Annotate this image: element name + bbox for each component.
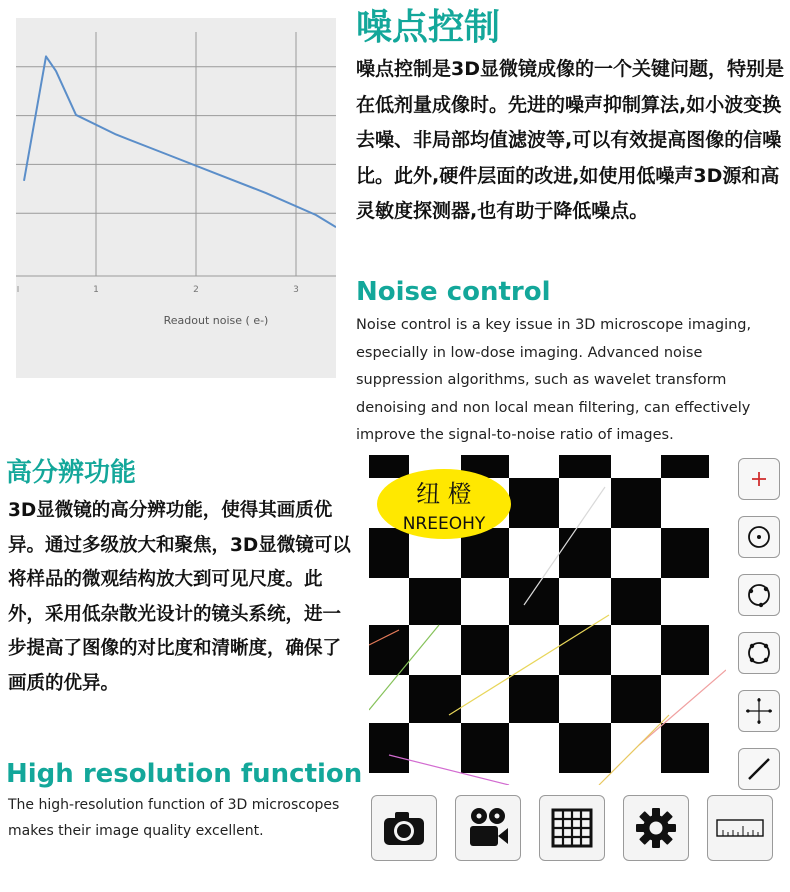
- ruler-icon: [715, 816, 765, 840]
- noise-chart-svg: [16, 18, 336, 378]
- logo-text-cn: 纽 橙: [416, 480, 472, 508]
- chart-x-tick-label: 2: [193, 285, 199, 295]
- checker-square: [509, 675, 559, 723]
- checker-square: [661, 625, 709, 675]
- checker-square: [661, 723, 709, 773]
- checker-square: [461, 723, 509, 773]
- resolution-body-en: The high-resolution function of 3D microscopes makes their image quality excellent.: [8, 797, 340, 839]
- circle-four-point-icon: [745, 639, 773, 667]
- checker-square: [661, 455, 709, 478]
- checker-square: [509, 578, 559, 625]
- logo-text-en: NREEOHY: [402, 514, 486, 534]
- checker-square: [559, 455, 611, 478]
- chart-series-line: [24, 56, 336, 227]
- circle-three-point-icon: [745, 581, 773, 609]
- checker-square: [369, 723, 409, 773]
- checker-square: [461, 625, 509, 675]
- chart-x-tick-label: 1: [93, 285, 99, 295]
- record-video-button[interactable]: [455, 795, 521, 861]
- resolution-title-cn: 高分辨功能: [6, 458, 137, 488]
- checker-square: [611, 675, 661, 723]
- line-icon: [745, 755, 773, 783]
- checker-square: [369, 625, 409, 675]
- checker-square: [409, 578, 461, 625]
- resolution-title-en: High resolution function: [6, 759, 363, 789]
- noise-chart: [16, 18, 336, 378]
- crosshair-button[interactable]: [738, 690, 780, 732]
- line-tool-button[interactable]: [738, 748, 780, 790]
- circle-four-point-button[interactable]: [738, 632, 780, 674]
- grid-overlay-button[interactable]: [539, 795, 605, 861]
- chart-x-axis-label: Readout noise ( e-): [163, 314, 269, 327]
- crosshair-add-button[interactable]: [738, 458, 780, 500]
- circle-three-point-button[interactable]: [738, 574, 780, 616]
- crosshair-icon: [744, 696, 774, 726]
- brand-logo: [376, 468, 512, 540]
- measure-button[interactable]: [707, 795, 773, 861]
- capture-photo-button[interactable]: [371, 795, 437, 861]
- checker-square: [559, 625, 611, 675]
- circle-center-icon: [745, 523, 773, 551]
- video-camera-icon: [466, 806, 510, 850]
- chart-x-tick-label: 3: [293, 285, 299, 295]
- gear-icon: [634, 806, 678, 850]
- checker-square: [559, 723, 611, 773]
- checker-square: [559, 528, 611, 578]
- plus-icon: [749, 469, 769, 489]
- camera-icon: [382, 809, 426, 847]
- checker-square: [409, 675, 461, 723]
- checker-square: [611, 578, 661, 625]
- resolution-body-cn: 3D显微镜的高分辨功能，使得其画质优异。通过多级放大和聚焦，3D显微镜可以将样品的微观结构放大到可见尺度。此外，采用低杂散光设计的镜头系统，进一步提高了图像的对比度和清晰度，确保了画质的优异。: [8, 500, 351, 694]
- checker-square: [661, 528, 709, 578]
- circle-center-button[interactable]: [738, 516, 780, 558]
- checker-square: [611, 478, 661, 528]
- noise-title-en: Noise control: [356, 277, 551, 307]
- noise-title-cn: 噪点控制: [356, 7, 501, 48]
- noise-body-cn: 噪点控制是3D显微镜成像的一个关键问题，特别是在低剂量成像时。先进的噪声抑制算法,如小波变换去噪、非局部均值滤波等,可以有效提高图像的信噪比。此外,硬件层面的改进,如使用低噪声3D源和高灵敏度探测器,也有助于降低噪点。: [356, 58, 784, 222]
- grid-icon: [551, 808, 593, 848]
- checker-square: [509, 478, 559, 528]
- settings-button[interactable]: [623, 795, 689, 861]
- noise-body-en: Noise control is a key issue in 3D microscope imaging, especially in low-dose imaging. Advanced noise suppression algorithms, such as wavelet transform denoising and non local mean filtering, can effectively improve the signal-to-noise ratio of images.: [356, 317, 752, 443]
